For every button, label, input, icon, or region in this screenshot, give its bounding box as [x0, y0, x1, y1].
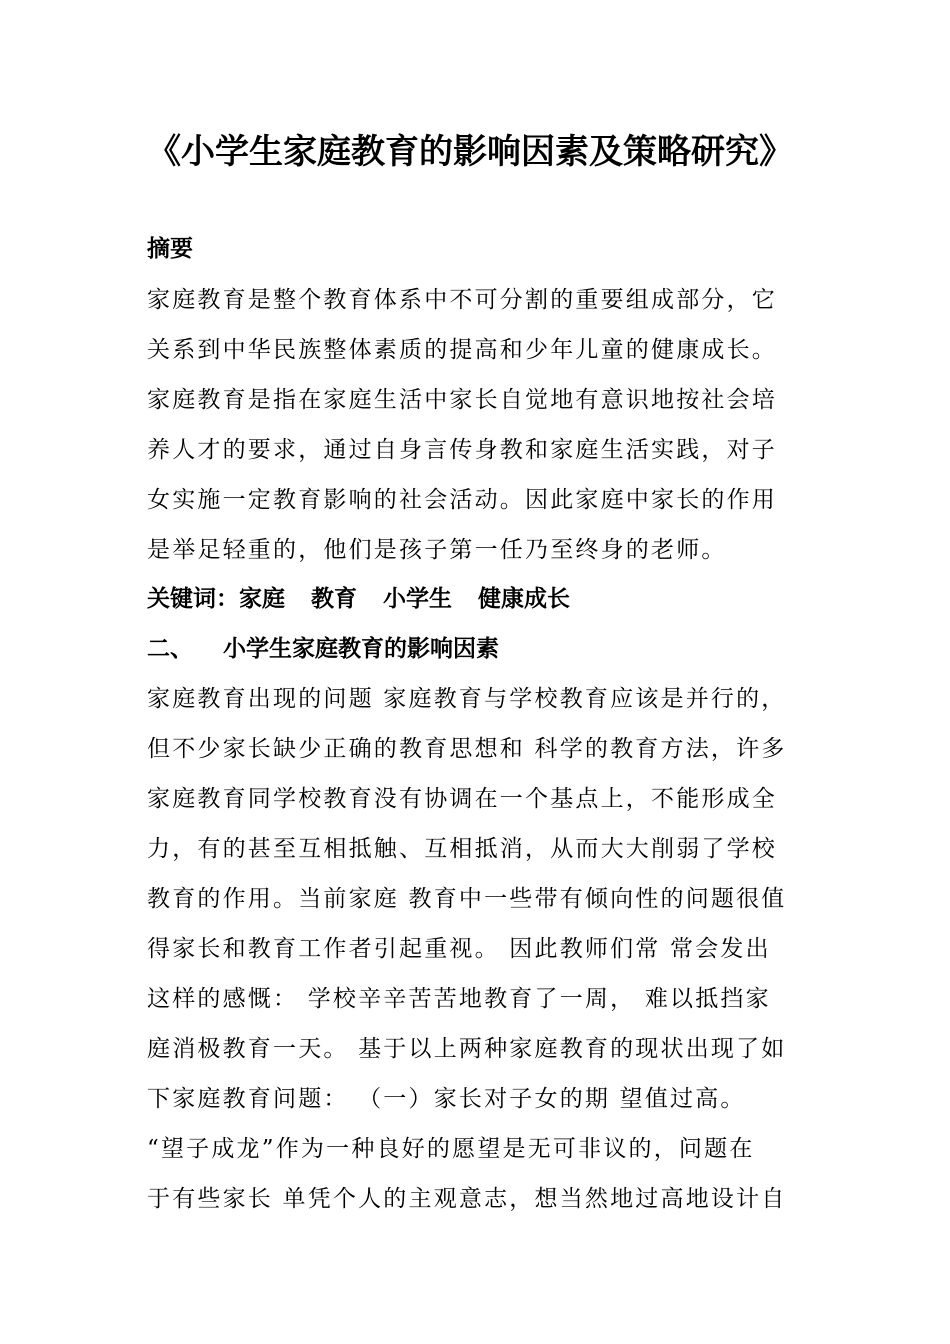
body-line: 家庭教育同学校教育没有协调在一个基点上，不能形成全 [147, 786, 777, 812]
abstract-line: 家庭教育是指在家庭生活中家长自觉地有意识地按社会培 [147, 387, 777, 413]
abstract-line: 是举足轻重的，他们是孩子第一任乃至终身的老师。 [147, 537, 727, 563]
body-line: 力，有的甚至互相抵触、互相抵消，从而大大削弱了学校 [147, 836, 777, 862]
abstract-line: 养人才的要求，通过自身言传身教和家庭生活实践，对子 [147, 437, 777, 463]
keyword: 家庭 [239, 586, 285, 612]
body-paragraph [147, 674, 807, 1224]
body-line: 家庭教育出现的问题 家庭教育与学校教育应该是并行的， [147, 686, 787, 712]
abstract-line: 家庭教育是整个教育体系中不可分割的重要组成部分，它 [147, 287, 777, 313]
keyword: 小学生 [383, 586, 452, 612]
keywords-label: 关键词： [147, 586, 239, 612]
body-line: 教育的作用。当前家庭 教育中一些带有倾向性的问题很值 [147, 886, 787, 912]
section-heading [147, 632, 499, 666]
body-line: 但不少家长缺少正确的教育思想和 科学的教育方法，许多 [147, 736, 787, 762]
abstract-paragraph [147, 275, 807, 575]
abstract-heading: 摘要 [147, 236, 193, 262]
document-title: 《小学生家庭教育的影响因素及策略研究》 [147, 132, 793, 172]
body-line: 得家长和教育工作者引起重视。 因此教师们常 常会发出 [147, 936, 771, 962]
body-line: 这样的感慨： 学校辛辛苦苦地教育了一周， 难以抵挡家 [147, 986, 771, 1012]
body-line: 下家庭教育问题： （一）家长对子女的期 望值过高。 [147, 1086, 746, 1112]
keyword: 健康成长 [478, 586, 570, 612]
body-line: 庭消极教育一天。 基于以上两种家庭教育的现状出现了如 [147, 1036, 787, 1062]
section-title: 小学生家庭教育的影响因素 [223, 636, 499, 662]
body-line: “望子成龙”作为一种良好的愿望是无可非议的，问题在 [147, 1136, 755, 1162]
body-line: 于有些家长 单凭个人的主观意志，想当然地过高地设计自 [147, 1186, 787, 1212]
keywords-line [147, 582, 570, 616]
section-number: 二、 [147, 636, 193, 662]
abstract-line: 女实施一定教育影响的社会活动。因此家庭中家长的作用 [147, 487, 777, 513]
keyword: 教育 [311, 586, 357, 612]
abstract-line: 关系到中华民族整体素质的提高和少年儿童的健康成长。 [147, 337, 777, 363]
